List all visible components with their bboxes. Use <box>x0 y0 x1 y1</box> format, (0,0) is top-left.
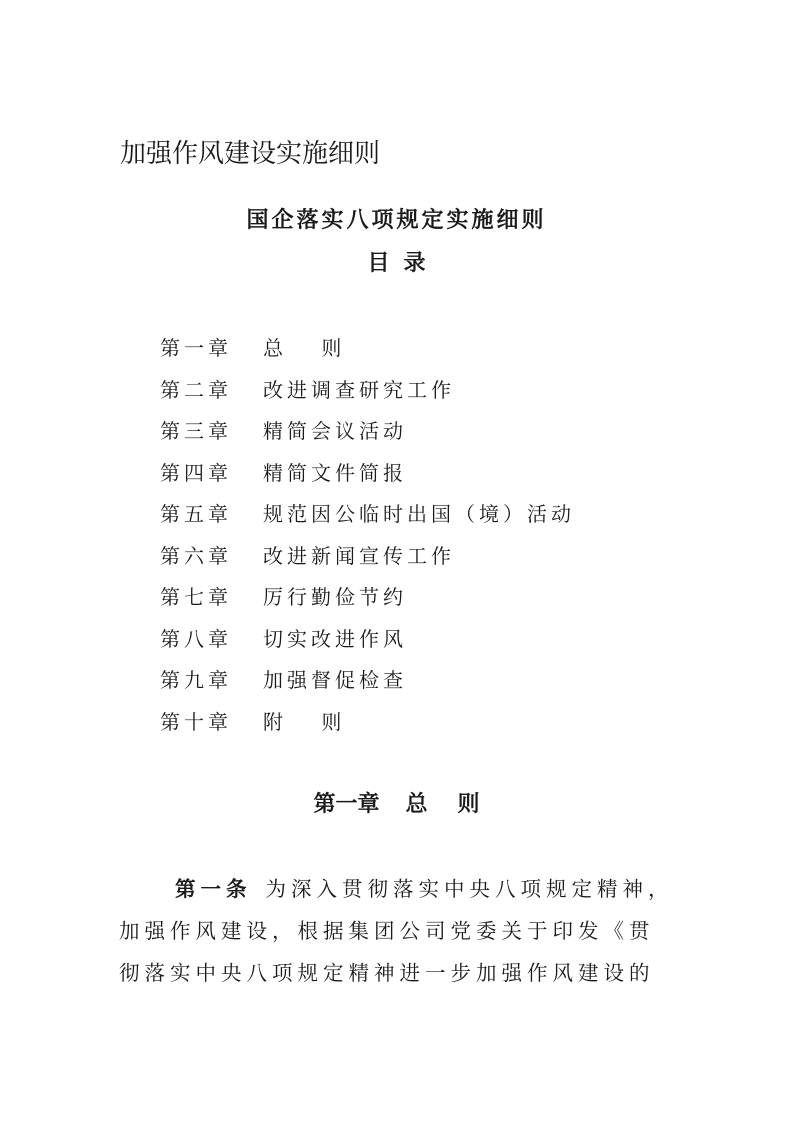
toc-item <box>160 455 575 497</box>
toc-chapter-title: 厉行勤俭节约 <box>263 585 407 609</box>
toc-chapter-number: 第八章 <box>160 626 232 651</box>
toc-item <box>160 662 575 704</box>
chapter-heading <box>0 786 793 822</box>
toc-chapter-title: 切实改进作风 <box>263 626 407 651</box>
toc-chapter-number: 第九章 <box>160 668 232 692</box>
toc-chapter-number: 第三章 <box>160 419 232 443</box>
toc-chapter-title: 精简会议活动 <box>263 419 407 443</box>
toc-chapter-number: 第二章 <box>160 377 232 402</box>
toc-chapter-title: 总 则 <box>263 336 346 360</box>
toc-item <box>160 372 575 414</box>
toc-item <box>160 579 575 621</box>
chapter-title-part: 则 <box>457 791 480 817</box>
toc-item <box>160 413 575 455</box>
chapter-title-part: 总 <box>405 791 428 817</box>
toc-chapter-number: 第十章 <box>160 709 232 734</box>
table-of-contents <box>160 330 575 745</box>
toc-chapter-number: 第七章 <box>160 585 232 609</box>
toc-chapter-number: 第一章 <box>160 336 232 360</box>
toc-item <box>160 538 575 580</box>
article-label: 第一条 <box>175 877 252 901</box>
toc-chapter-number: 第五章 <box>160 502 232 526</box>
toc-chapter-title: 规范因公临时出国（境）活动 <box>263 502 575 526</box>
article-line: 彻落实中央八项规定精神进一步加强作风建设的 <box>119 961 655 985</box>
article-line <box>119 868 679 910</box>
article-line: 加强作风建设，根据集团公司党委关于印发《贯 <box>119 919 655 943</box>
toc-chapter-number: 第四章 <box>160 460 232 485</box>
toc-item <box>160 704 575 746</box>
toc-chapter-title: 附 则 <box>263 709 346 734</box>
toc-chapter-number: 第六章 <box>160 543 232 568</box>
document-title: 加强作风建设实施细则 <box>120 139 381 169</box>
document-subtitle: 国企落实八项规定实施细则 <box>246 207 547 233</box>
chapter-number: 第一章 <box>313 791 380 817</box>
toc-chapter-title: 加强督促检查 <box>263 668 407 692</box>
toc-chapter-title: 改进新闻宣传工作 <box>263 543 455 568</box>
toc-item <box>160 621 575 663</box>
toc-chapter-title: 精简文件简报 <box>263 460 407 485</box>
article-paragraph <box>119 868 679 994</box>
article-text: 为深入贯彻落实中央八项规定精神， <box>265 877 674 901</box>
toc-item <box>160 330 575 372</box>
toc-heading: 目录 <box>367 250 440 276</box>
toc-item <box>160 496 575 538</box>
toc-chapter-title: 改进调查研究工作 <box>263 377 455 402</box>
